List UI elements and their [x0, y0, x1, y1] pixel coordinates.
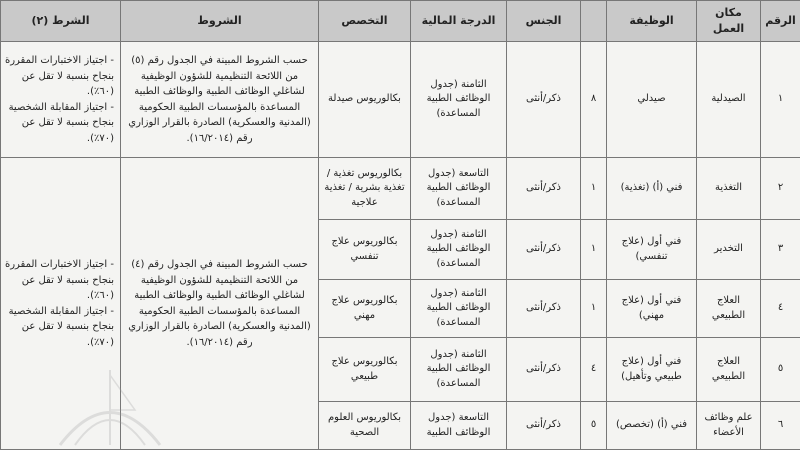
cell-conditions: حسب الشروط المبينة في الجدول رقم (٥) من اللائحة التنظيمية للشؤون الوظيفية لشاغلي الوظائف الطبية والوظائف الطبية المساعدة بالمؤسسات الطبية الحكومية (المدنية والعسكرية) الصادرة بالقرار الوزاري رقم (١٦/٢٠١٤).	[121, 42, 319, 158]
cell-job: فني (أ) (تغذية)	[607, 158, 697, 220]
header-conditions: الشروط	[121, 1, 319, 42]
cell-job: فني أول (علاج تنفسي)	[607, 220, 697, 280]
cell-specialty: بكالوريوس صيدلة	[319, 42, 411, 158]
cell-workplace: الصيدلية	[697, 42, 761, 158]
cell-gender: ذكر/أنثى	[507, 220, 581, 280]
cell-conditions: حسب الشروط المبينة في الجدول رقم (٤) من اللائحة التنظيمية للشؤون الوظيفية لشاغلي الوظائف الطبية والوظائف الطبية المساعدة بالمؤسسات الطبية الحكومية (المدنية والعسكرية) الصادرة بالقرار الوزاري رقم (١٦/٢٠١٤).	[121, 158, 319, 450]
cell-gender: ذكر/أنثى	[507, 338, 581, 402]
header-job: الوظيفة	[607, 1, 697, 42]
cell-grade: الثامنة (جدول الوظائف الطبية المساعدة)	[411, 42, 507, 158]
cell-number: ٢	[761, 158, 800, 220]
condition2-line2: - اجتياز المقابلة الشخصية بنجاح بنسبة لا تقل عن (٧٠٪).	[8, 305, 114, 348]
cell-grade: التاسعة (جدول الوظائف الطبية المساعدة)	[411, 158, 507, 220]
cell-specialty: بكالوريوس علاج مهني	[319, 280, 411, 338]
table-row	[1, 42, 800, 158]
cell-grade: الثامنة (جدول الوظائف الطبية المساعدة)	[411, 220, 507, 280]
cell-job: فني أول (علاج مهني)	[607, 280, 697, 338]
cell-number: ٤	[761, 280, 800, 338]
cell-specialty: بكالوريوس العلوم الصحية	[319, 402, 411, 450]
cell-grade: الثامنة (جدول الوظائف الطبية المساعدة)	[411, 280, 507, 338]
cell-grade: الثامنة (جدول الوظائف الطبية المساعدة)	[411, 338, 507, 402]
cell-count: ١	[581, 280, 607, 338]
cell-count: ٨	[581, 42, 607, 158]
cell-job: فني أول (علاج طبيعي وتأهيل)	[607, 338, 697, 402]
cell-specialty: بكالوريوس علاج طبيعي	[319, 338, 411, 402]
cell-workplace: التخدير	[697, 220, 761, 280]
condition2-line1: - اجتياز الاختبارات المقررة بنجاح بنسبة لا تقل عن (٦٠٪).	[4, 55, 114, 97]
header-workplace: مكان العمل	[697, 1, 761, 42]
cell-number: ٦	[761, 402, 800, 450]
header-row	[1, 1, 800, 42]
cell-gender: ذكر/أنثى	[507, 402, 581, 450]
header-specialty: التخصص	[319, 1, 411, 42]
cell-count: ٥	[581, 402, 607, 450]
header-gender: الجنس	[507, 1, 581, 42]
cell-count: ١	[581, 158, 607, 220]
header-condition2: الشرط (٢)	[1, 1, 121, 42]
cell-specialty: بكالوريوس علاج تنفسي	[319, 220, 411, 280]
condition2-line1: - اجتياز الاختبارات المقررة بنجاح بنسبة لا تقل عن (٦٠٪).	[4, 259, 114, 301]
cell-workplace: علم وظائف الأعضاء	[697, 402, 761, 450]
table-row	[1, 158, 800, 220]
cell-number: ٥	[761, 338, 800, 402]
condition2-line2: - اجتياز المقابلة الشخصية بنجاح بنسبة لا تقل عن (٧٠٪).	[8, 101, 114, 144]
cell-workplace: التغذية	[697, 158, 761, 220]
cell-gender: ذكر/أنثى	[507, 158, 581, 220]
cell-job: فني (أ) (تخصص)	[607, 402, 697, 450]
header-number: الرقم	[761, 1, 800, 42]
cell-condition2	[1, 42, 121, 158]
cell-count: ٤	[581, 338, 607, 402]
cell-job: صيدلي	[607, 42, 697, 158]
emblem-watermark-icon	[40, 360, 180, 450]
cell-workplace: العلاج الطبيعي	[697, 280, 761, 338]
cell-count: ١	[581, 220, 607, 280]
cell-specialty: بكالوريوس تغذية / تغذية بشرية / تغذية علاجية	[319, 158, 411, 220]
cell-number: ١	[761, 42, 800, 158]
cell-gender: ذكر/أنثى	[507, 280, 581, 338]
cell-gender: ذكر/أنثى	[507, 42, 581, 158]
cell-grade: التاسعة (جدول الوظائف الطبية	[411, 402, 507, 450]
header-grade: الدرجة المالية	[411, 1, 507, 42]
cell-workplace: العلاج الطبيعي	[697, 338, 761, 402]
cell-number: ٣	[761, 220, 800, 280]
header-count	[581, 1, 607, 42]
